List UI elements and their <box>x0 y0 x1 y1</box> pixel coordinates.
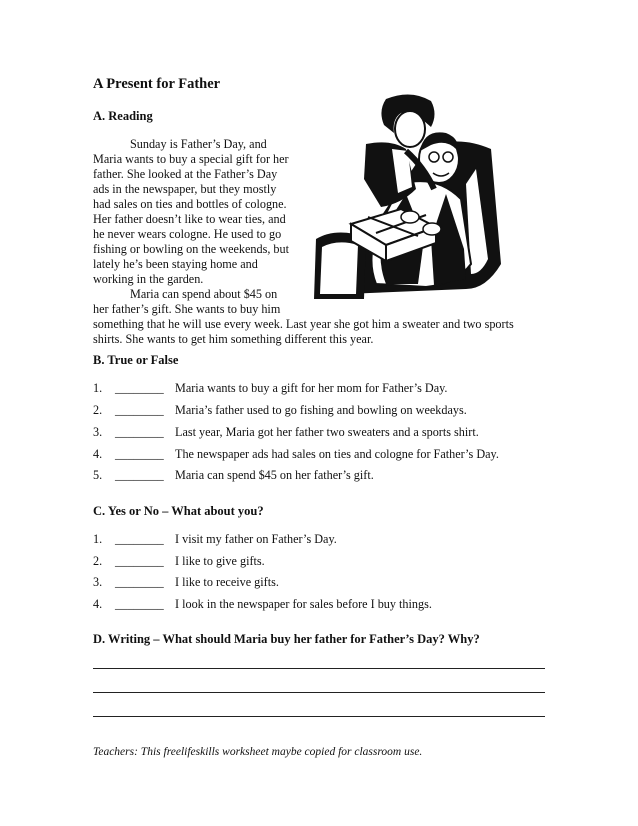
reading-line: father. She looked at the Father’s Day <box>93 167 278 181</box>
answer-blank: ________ <box>115 381 164 395</box>
item-number: 2. <box>93 403 103 417</box>
item-number: 3. <box>93 575 103 589</box>
writing-answer-line <box>93 716 545 717</box>
reading-heading: A. Reading <box>93 109 153 123</box>
reading-line: Her father doesn’t like to wear ties, and <box>93 212 286 226</box>
reading-line: something that he will use every week. Last year she got him a sweater and two sports <box>93 317 514 331</box>
answer-blank: ________ <box>115 532 164 546</box>
item-statement: I like to receive gifts. <box>175 575 279 589</box>
answer-blank: ________ <box>115 554 164 568</box>
reading-line: shirts. She wants to get him something different this year. <box>93 332 374 346</box>
item-number: 1. <box>93 532 103 546</box>
reading-line: lately he’s been staying home and <box>93 257 258 271</box>
reading-line: her father’s gift. She wants to buy him <box>93 302 281 316</box>
true-false-heading: B. True or False <box>93 353 179 367</box>
answer-blank: ________ <box>115 447 164 461</box>
reading-line: had sales on ties and bottles of cologne. <box>93 197 287 211</box>
item-number: 4. <box>93 597 103 611</box>
reading-line: ads in the newspaper, but they mostly <box>93 182 277 196</box>
reading-line: Maria wants to buy a special gift for her <box>93 152 289 166</box>
writing-answer-line <box>93 692 545 693</box>
item-statement: Maria’s father used to go fishing and bowling on weekdays. <box>175 403 467 417</box>
reading-line: Sunday is Father’s Day, and <box>130 137 267 151</box>
teacher-note-footer: Teachers: This freelifeskills worksheet maybe copied for classroom use. <box>93 746 423 758</box>
answer-blank: ________ <box>115 597 164 611</box>
writing-heading: D. Writing – What should Maria buy her father for Father’s Day? Why? <box>93 632 480 646</box>
item-statement: Maria can spend $45 on her father’s gift. <box>175 468 374 482</box>
item-number: 1. <box>93 381 103 395</box>
item-statement: The newspaper ads had sales on ties and cologne for Father’s Day. <box>175 447 499 461</box>
answer-blank: ________ <box>115 468 164 482</box>
father-daughter-illustration <box>306 89 516 299</box>
reading-line: working in the garden. <box>93 272 204 286</box>
answer-blank: ________ <box>115 403 164 417</box>
item-statement: I look in the newspaper for sales before I buy things. <box>175 597 432 611</box>
worksheet-title: A Present for Father <box>93 76 221 92</box>
item-statement: I visit my father on Father’s Day. <box>175 532 337 546</box>
answer-blank: ________ <box>115 575 164 589</box>
item-number: 4. <box>93 447 103 461</box>
item-number: 2. <box>93 554 103 568</box>
reading-line: he never wears cologne. He used to go <box>93 227 282 241</box>
item-statement: Maria wants to buy a gift for her mom for Father’s Day. <box>175 381 448 395</box>
item-number: 3. <box>93 425 103 439</box>
writing-answer-line <box>93 668 545 669</box>
item-statement: Last year, Maria got her father two sweaters and a sports shirt. <box>175 425 479 439</box>
yes-no-heading: C. Yes or No – What about you? <box>93 504 264 518</box>
item-number: 5. <box>93 468 103 482</box>
reading-line: Maria can spend about $45 on <box>130 287 278 301</box>
item-statement: I like to give gifts. <box>175 554 265 568</box>
reading-line: fishing or bowling on the weekends, but <box>93 242 289 256</box>
answer-blank: ________ <box>115 425 164 439</box>
